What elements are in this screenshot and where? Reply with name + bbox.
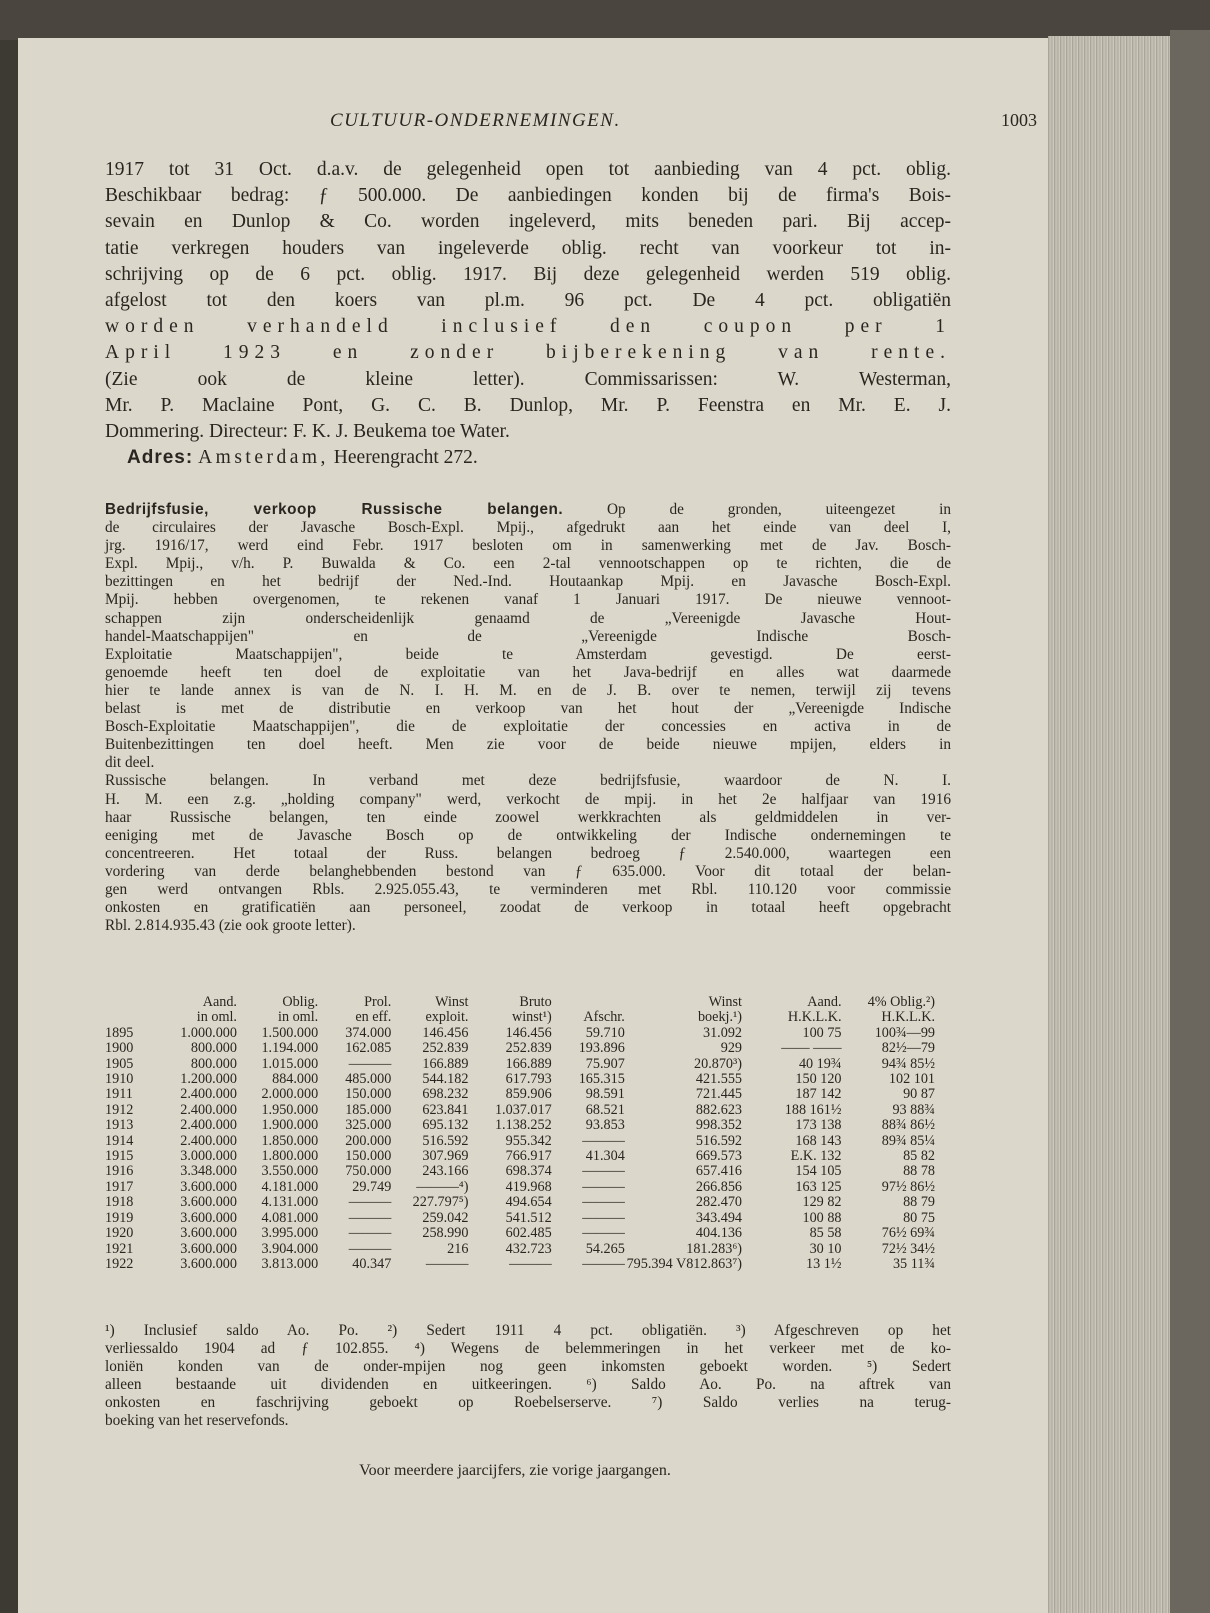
table-cell: 193.896	[578, 1040, 625, 1057]
table-row	[105, 1103, 935, 1118]
table-cell: 3.000.000	[180, 1148, 237, 1165]
table-cell: 2.000.000	[261, 1086, 319, 1103]
column-header: en eff.	[355, 1009, 392, 1026]
table-cell: 3.813.000	[261, 1255, 319, 1272]
table-cell: 94¾ 85½	[881, 1055, 935, 1072]
table-cell: 173 138	[795, 1117, 842, 1134]
table-cell: 544.182	[422, 1071, 469, 1088]
year-cell: 1905	[105, 1055, 134, 1072]
footnote-line: alleen bestaande uit dividenden en uitkeeringen. ⁶) Saldo Ao. Po. na aftrek van	[105, 1376, 951, 1393]
year-cell: 1900	[105, 1040, 134, 1057]
column-header: Bruto	[519, 994, 552, 1010]
text-line: Buitenbezittingen ten doel heeft. Men zie voor de beide nieuwe mpijen, elders in	[105, 736, 951, 754]
table-cell: 31.092	[702, 1024, 742, 1041]
table-cell: 325.000	[345, 1117, 392, 1134]
address-label: Adres:	[127, 447, 194, 469]
table-cell: 3.904.000	[261, 1240, 319, 1257]
table-cell: 13 1½	[806, 1255, 842, 1272]
text-line: Rbl. 2.814.935.43 (zie ook groote letter).	[105, 917, 356, 935]
table-row	[105, 1164, 935, 1179]
table-cell: 54.265	[585, 1240, 625, 1257]
table-row	[105, 1180, 935, 1195]
table-cell: 485.000	[345, 1071, 392, 1088]
scan-top-border	[0, 0, 1210, 40]
table-cell: 59.710	[585, 1024, 625, 1041]
table-cell: 163 125	[795, 1178, 842, 1195]
table-row	[105, 1242, 935, 1257]
table-cell: ———	[348, 1194, 392, 1211]
year-cell: 1919	[105, 1209, 134, 1226]
table-cell: 800.000	[190, 1040, 237, 1057]
table-cell: 227.797⁵)	[412, 1194, 469, 1211]
text-line: Expl. Mpij., v/h. P. Buwalda & Co. een 2-tal vennootschappen op te richten, die de	[105, 555, 951, 573]
table-cell: 998.352	[695, 1117, 742, 1134]
text-line: belast is met de distributie en verkoop van het hout der „Vereenigde Indische	[105, 700, 951, 718]
table-cell: 3.600.000	[180, 1209, 237, 1226]
table-cell: 623.841	[422, 1101, 469, 1118]
column-header: 4% Oblig.²)	[867, 994, 935, 1010]
table-cell: 166.889	[422, 1055, 469, 1072]
table-row	[105, 1041, 935, 1056]
column-header: Afschr.	[583, 1009, 625, 1026]
column-header: Winst	[435, 994, 469, 1010]
table-cell: 168 143	[795, 1132, 842, 1149]
main-paragraph	[105, 157, 951, 471]
table-cell: 29.749	[352, 1178, 392, 1195]
table-row	[105, 1057, 935, 1072]
column-header: H.K.L.K.	[881, 1009, 935, 1026]
table-cell: 657.416	[695, 1163, 742, 1180]
table-cell: ———	[348, 1209, 392, 1226]
table-row	[105, 1211, 935, 1226]
table-cell: 154 105	[795, 1163, 842, 1180]
table-cell: E.K. 132	[790, 1148, 842, 1165]
table-cell: 1.000.000	[180, 1024, 237, 1041]
table-cell: 1.500.000	[261, 1024, 319, 1041]
table-cell: 100¾—99	[874, 1024, 935, 1041]
table-cell: ———	[425, 1255, 469, 1272]
table-header-row	[105, 1010, 935, 1025]
table-cell: 1.138.252	[494, 1117, 552, 1134]
text-line: 1917 tot 31 Oct. d.a.v. de gelegenheid open tot aanbieding van 4 pct. oblig.	[105, 159, 951, 180]
column-header: winst¹)	[511, 1009, 552, 1026]
table-cell: 72½ 34½	[881, 1240, 935, 1257]
table-header-row	[105, 995, 935, 1010]
table-row	[105, 1072, 935, 1087]
table-cell: 3.550.000	[261, 1163, 319, 1180]
address-city: Amsterdam,	[198, 447, 329, 469]
closing-note: Voor meerdere jaarcijfers, zie vorige jaargangen.	[359, 1462, 671, 1479]
text-line: jrg. 1916/17, werd eind Febr. 1917 besloten om in samenwerking met de Jav. Bosch-	[105, 537, 951, 555]
address-street: Heerengracht 272.	[333, 447, 478, 469]
table-cell: 516.592	[422, 1132, 469, 1149]
table-cell: 243.166	[422, 1163, 469, 1180]
column-header	[105, 1010, 148, 1025]
table-cell: 82½—79	[881, 1040, 935, 1057]
year-cell: 1915	[105, 1148, 134, 1165]
table-cell: 541.512	[505, 1209, 552, 1226]
table-cell: 162.085	[345, 1040, 392, 1057]
year-cell: 1922	[105, 1255, 134, 1272]
table-cell: 98.591	[585, 1086, 625, 1103]
table-cell: 750.000	[345, 1163, 392, 1180]
fusion-paragraph	[105, 501, 951, 935]
table-cell: 1.194.000	[261, 1040, 319, 1057]
table-cell: 343.494	[695, 1209, 742, 1226]
text-line: (Zie ook de kleine letter). Commissarissen: W. Westerman,	[105, 368, 951, 390]
text-line: Mr. P. Maclaine Pont, G. C. B. Dunlop, Mr. P. Feenstra en Mr. E. J.	[105, 394, 951, 416]
table-cell: 1.800.000	[261, 1148, 319, 1165]
table-body	[105, 1026, 935, 1273]
column-header: in oml.	[278, 1009, 319, 1026]
table-cell: 188 161½	[784, 1101, 842, 1118]
year-cell: 1912	[105, 1101, 134, 1118]
footnote-line: ¹) Inclusief saldo Ao. Po. ²) Sedert 1911 4 pct. obligatiën. ³) Afgeschreven op het	[105, 1322, 951, 1339]
table-cell: 89¾ 85¼	[881, 1132, 935, 1149]
table-cell: 3.600.000	[180, 1225, 237, 1242]
text-line: bezittingen en het bedrijf der Ned.-Ind. Houtaankap Mpij. en Javasche Bosch-Expl.	[105, 573, 951, 591]
footnote-line: loniën konden van de onder-mpijen nog geen inkomsten geboekt worden. ⁵) Sedert	[105, 1358, 951, 1375]
table-cell: 20.870³)	[694, 1055, 742, 1072]
table-cell: 93.853	[585, 1117, 625, 1134]
table-cell: 187 142	[795, 1086, 842, 1103]
text-line: schappen zijn onderscheidenlijk genaamd de „Vereenigde Javasche Hout-	[105, 609, 951, 627]
table-cell: 166.889	[505, 1055, 552, 1072]
table-cell: 698.374	[505, 1163, 552, 1180]
table-cell: 617.793	[505, 1071, 552, 1088]
text-line	[105, 501, 951, 519]
column-header: Winst	[708, 994, 742, 1010]
table-cell: 800.000	[190, 1055, 237, 1072]
table-cell: 2.400.000	[180, 1132, 237, 1149]
text-line: April 1923 en zonder bijberekening van rente.	[105, 342, 951, 364]
table-cell: 307.969	[422, 1148, 469, 1165]
column-header: Aand.	[202, 994, 237, 1010]
footnote-line: boeking van het reservefonds.	[105, 1412, 289, 1429]
text-line: dit deel.	[105, 754, 155, 772]
running-title: CULTUUR-ONDERNEMINGEN.	[330, 110, 621, 131]
table-cell: 4.131.000	[261, 1194, 319, 1211]
table-cell: 97½ 86½	[881, 1178, 935, 1195]
table-cell: 766.917	[505, 1148, 552, 1165]
table-cell: 85 58	[809, 1225, 842, 1242]
table-cell: 129 82	[802, 1194, 842, 1211]
year-cell: 1921	[105, 1240, 134, 1257]
table-cell: 100 88	[802, 1209, 842, 1226]
text-line: genoemde heeft ten doel de exploitatie van het Java-bedrijf en alles wat daarmede	[105, 663, 951, 681]
column-header	[552, 995, 625, 1010]
table-row	[105, 1134, 935, 1149]
table-cell: 216	[447, 1240, 469, 1257]
year-cell: 1914	[105, 1132, 134, 1149]
table-cell: 185.000	[345, 1101, 392, 1118]
table-cell: ———	[348, 1225, 392, 1242]
table-cell: 88 78	[903, 1163, 935, 1180]
table-cell: ———	[582, 1255, 625, 1272]
page-number: 1003	[1001, 110, 1037, 130]
text-line: onkosten en gratificatiën aan personeel, zoodat de verkoop in totaal heeft opgebracht	[105, 899, 951, 917]
table-row	[105, 1118, 935, 1133]
table-cell: 40 19¾	[798, 1055, 842, 1072]
table-cell: ———⁴)	[416, 1178, 469, 1195]
text-fragment: Op de gronden, uiteengezet in	[563, 501, 951, 518]
table-cell: 3.600.000	[180, 1194, 237, 1211]
text-line: sevain en Dunlop & Co. worden ingeleverd, mits beneden pari. Bij accep-	[105, 211, 951, 233]
text-line: hier te lande annex is van de N. I. H. M. en de J. B. over te nemen, terwijl zij tevens	[105, 681, 951, 699]
text-line: Russische belangen. In verband met deze bedrijfsfusie, waardoor de N. I.	[105, 772, 951, 790]
table-cell: 150.000	[345, 1086, 392, 1103]
table-cell: 80 75	[903, 1209, 935, 1226]
table-cell: ———	[348, 1055, 392, 1072]
financial-table	[105, 995, 935, 1272]
table-cell: 4.181.000	[261, 1178, 319, 1195]
table-row	[105, 1026, 935, 1041]
table-row	[105, 1226, 935, 1241]
table-cell: 150.000	[345, 1148, 392, 1165]
text-line: H. M. een z.g. „holding company" werd, verkocht de mpij. in het 2e halfjaar van 1916	[105, 790, 951, 808]
section-heading: Bedrijfsfusie, verkoop Russische belangen.	[105, 501, 564, 518]
text-line: worden verhandeld inclusief den coupon per 1	[105, 316, 951, 338]
year-cell: 1917	[105, 1178, 134, 1195]
column-header: boekj.¹)	[697, 1009, 742, 1026]
text-line: de circulaires der Javasche Bosch-Expl. Mpij., afgedrukt aan het einde van deel I,	[105, 519, 951, 537]
table-cell: 88 79	[903, 1194, 935, 1211]
table-cell: 165.315	[578, 1071, 625, 1088]
table-cell: 1.900.000	[261, 1117, 319, 1134]
table-cell: 1.950.000	[261, 1101, 319, 1118]
text-line: schrijving op de 6 pct. oblig. 1917. Bij deze gelegenheid werden 519 oblig.	[105, 263, 951, 285]
table-cell: 252.839	[505, 1040, 552, 1057]
year-cell: 1916	[105, 1163, 134, 1180]
table-cell: 698.232	[422, 1086, 469, 1103]
table-cell: 882.623	[695, 1101, 742, 1118]
text-line: handel-Maatschappijen" en de „Vereenigde Indische Bosch-	[105, 627, 951, 645]
text-line: afgelost tot den koers van pl.m. 96 pct. De 4 pct. obligatiën	[105, 290, 951, 312]
table-cell: 494.654	[505, 1194, 552, 1211]
address-line	[105, 445, 951, 471]
table-cell: 404.136	[695, 1225, 742, 1242]
text-line: vordering van derde belanghebbenden bestond van ƒ 635.000. Voor dit totaal der belan-	[105, 862, 951, 880]
table-cell: 100 75	[802, 1024, 842, 1041]
table-cell: ———	[348, 1240, 392, 1257]
table-cell: 432.723	[505, 1240, 552, 1257]
table-cell: ———	[582, 1132, 625, 1149]
table-cell: 90 87	[903, 1086, 935, 1103]
table-cell: 282.470	[695, 1194, 742, 1211]
table-cell: 516.592	[695, 1132, 742, 1149]
table-cell: 1.850.000	[261, 1132, 319, 1149]
table-cell: 41.304	[585, 1148, 625, 1165]
table-cell: 88¾ 86½	[881, 1117, 935, 1134]
year-cell: 1913	[105, 1117, 134, 1134]
table-cell: 1.037.017	[494, 1101, 552, 1118]
column-header: H.K.L.K.	[787, 1009, 842, 1026]
table-cell: 884.000	[272, 1071, 319, 1088]
table-cell: 929	[720, 1040, 742, 1057]
table-cell: 68.521	[585, 1101, 625, 1118]
table-cell: 3.348.000	[180, 1163, 237, 1180]
table-cell: 3.600.000	[180, 1240, 237, 1257]
footnote-line: verliessaldo 1904 ad ƒ 102.855. ⁴) Wegens de belemmeringen in het verkeer met de ko-	[105, 1340, 951, 1357]
year-cell: 1910	[105, 1071, 134, 1088]
table-cell: 266.856	[695, 1178, 742, 1195]
table-cell: 3.995.000	[261, 1225, 319, 1242]
table-cell: 150 120	[795, 1071, 842, 1088]
text-line: Dommering. Directeur: F. K. J. Beukema toe Water.	[105, 421, 510, 443]
table-cell: 669.573	[695, 1148, 742, 1165]
table-cell: 2.400.000	[180, 1117, 237, 1134]
text-line: Exploitatie Maatschappijen", beide te Amsterdam gevestigd. De eerst-	[105, 645, 951, 663]
table-row	[105, 1195, 935, 1210]
text-line: Mpij. hebben overgenomen, te rekenen vanaf 1 Januari 1917. De nieuwe vennoot-	[105, 591, 951, 609]
year-cell: 1895	[105, 1024, 134, 1041]
table-cell: 40.347	[352, 1255, 392, 1272]
table-cell: 102 101	[888, 1071, 935, 1088]
column-header: exploit.	[425, 1009, 469, 1026]
table-cell: 30 10	[809, 1240, 842, 1257]
text-line: Beschikbaar bedrag: ƒ 500.000. De aanbiedingen konden bij de firma's Bois-	[105, 185, 951, 207]
table-cell: 419.968	[505, 1178, 552, 1195]
column-header	[105, 995, 148, 1010]
table-cell: 374.000	[345, 1024, 392, 1041]
table-cell: 795.394 V812.863⁷)	[626, 1255, 742, 1272]
table-cell: 2.400.000	[180, 1101, 237, 1118]
table-cell: ———	[582, 1209, 625, 1226]
table-row	[105, 1149, 935, 1164]
table-cell: 2.400.000	[180, 1086, 237, 1103]
column-header: Prol.	[364, 994, 392, 1010]
table-cell: 85 82	[903, 1148, 935, 1165]
column-header: Aand.	[807, 994, 842, 1010]
table-cell: 35 11¾	[892, 1255, 935, 1272]
year-cell: 1918	[105, 1194, 134, 1211]
table-cell: 695.132	[422, 1117, 469, 1134]
year-cell: 1920	[105, 1225, 134, 1242]
text-line: Bosch-Exploitatie Maatschappijen", die de exploitatie der concessies en activa in de	[105, 718, 951, 736]
column-header: Oblig.	[282, 994, 319, 1010]
table-cell: 252.839	[422, 1040, 469, 1057]
table-cell: 1.200.000	[180, 1071, 237, 1088]
table-cell: 146.456	[505, 1024, 552, 1041]
text-line: gen werd ontvangen Rbls. 2.925.055.43, te verminderen met Rbl. 110.120 voor commissie	[105, 880, 951, 898]
table-cell: ———	[582, 1194, 625, 1211]
table-cell: 75.907	[585, 1055, 625, 1072]
table-row	[105, 1087, 935, 1102]
table-cell: 258.990	[422, 1225, 469, 1242]
table-cell: 181.283⁶)	[686, 1240, 742, 1257]
text-line: eeniging met de Javasche Bosch op de ontwikkeling der Indische ondernemingen te	[105, 826, 951, 844]
table-footnotes	[105, 1322, 951, 1430]
table-cell: 3.600.000	[180, 1255, 237, 1272]
table-cell: 259.042	[422, 1209, 469, 1226]
column-header: in oml.	[196, 1009, 237, 1026]
table-cell: 602.485	[505, 1225, 552, 1242]
table-cell: 421.555	[695, 1071, 742, 1088]
text-line: tatie verkregen houders van ingeleverde oblig. recht van voorkeur tot in-	[105, 237, 951, 259]
table-cell: 859.906	[505, 1086, 552, 1103]
table-cell: 955.342	[505, 1132, 552, 1149]
table-cell: 4.081.000	[261, 1209, 319, 1226]
year-cell: 1911	[105, 1086, 133, 1103]
text-line: haar Russische belangen, ten einde zoowel werkkrachten als geldmiddelen in ver-	[105, 808, 951, 826]
table-cell: —— ——	[781, 1040, 842, 1057]
table-cell: ———	[582, 1178, 625, 1195]
footnote-line: onkosten en faschrijving geboekt op Roebelserserve. ⁷) Saldo verlies na terug-	[105, 1394, 951, 1411]
table-cell: 76½ 69¾	[881, 1225, 935, 1242]
table-cell: 3.600.000	[180, 1178, 237, 1195]
table-cell: 721.445	[695, 1086, 742, 1103]
book-cover-edge	[1170, 30, 1210, 1613]
table-cell: 146.456	[422, 1024, 469, 1041]
table-cell: ———	[509, 1255, 552, 1272]
text-line: concentreeren. Het totaal der Russ. belangen bedroeg ƒ 2.540.000, waartegen een	[105, 844, 951, 862]
table-cell: ———	[582, 1163, 625, 1180]
table-row	[105, 1257, 935, 1272]
table-cell: 93 88¾	[892, 1101, 935, 1118]
table-cell: 1.015.000	[261, 1055, 319, 1072]
table-cell: 200.000	[345, 1132, 392, 1149]
table-cell: ———	[582, 1225, 625, 1242]
